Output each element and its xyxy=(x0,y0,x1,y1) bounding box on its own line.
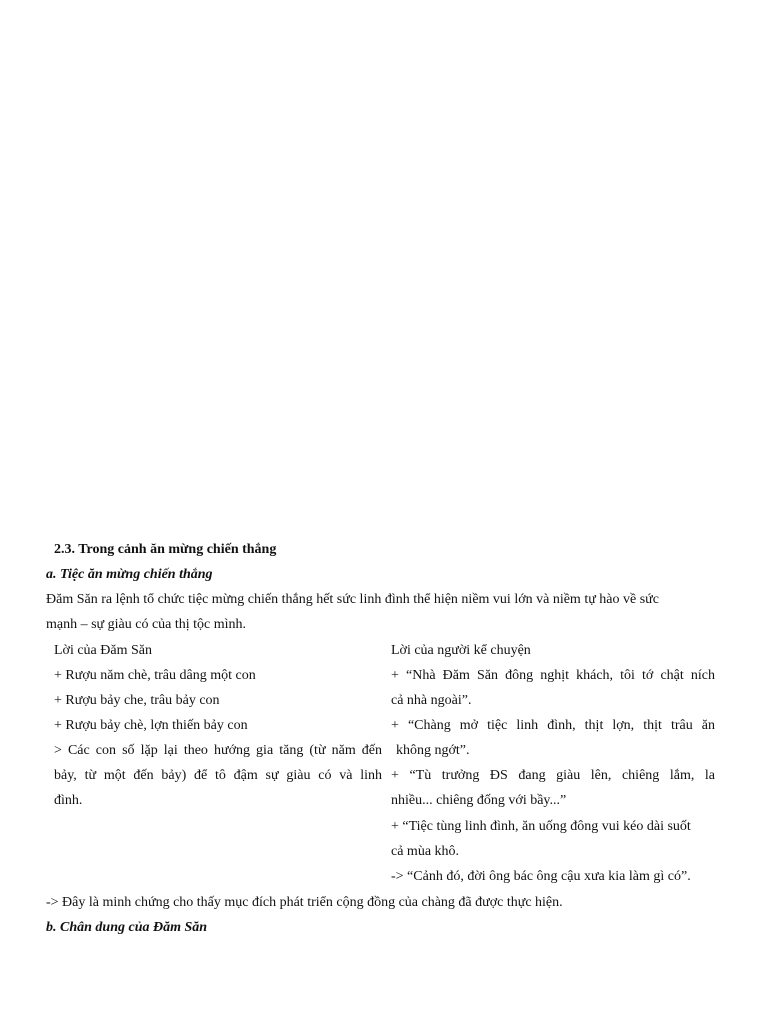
left-column-line: > Các con số lặp lại theo hướng gia tăng (từ năm đến xyxy=(54,743,382,758)
left-column-line: đình. xyxy=(54,793,83,808)
right-column-header: Lời của người kể chuyện xyxy=(391,643,531,658)
intro-paragraph-line-2: mạnh – sự giàu có của thị tộc mình. xyxy=(46,617,247,632)
right-column-line: + “Tù trưởng ĐS đang giàu lên, chiêng lắm, la xyxy=(391,768,715,783)
subheading-b: b. Chân dung của Đăm Săn xyxy=(46,920,208,935)
right-column-line: không ngớt”. xyxy=(396,743,470,758)
right-column-line: cả mùa khô. xyxy=(391,844,460,859)
left-column-line: + Rượu năm chè, trâu dâng một con xyxy=(54,668,256,683)
right-column-line: + “Chàng mở tiệc linh đình, thịt lợn, thịt trâu ăn xyxy=(391,718,715,733)
section-heading: 2.3. Trong cảnh ăn mừng chiến thắng xyxy=(54,542,277,557)
right-column-line: + “Nhà Đăm Săn đông nghịt khách, tôi tớ chật ních xyxy=(391,668,715,683)
intro-paragraph-line-1: Đăm Săn ra lệnh tổ chức tiệc mừng chiến thắng hết sức linh đình thể hiện niềm vui lớn và niềm tự hào về sức xyxy=(46,592,659,607)
left-column-line: bảy, từ một đến bảy) để tô đậm sự giàu có và linh xyxy=(54,768,382,783)
right-column-line: + “Tiệc tùng linh đình, ăn uống đông vui kéo dài suốt xyxy=(391,819,691,834)
subheading-a: a. Tiệc ăn mừng chiến thắng xyxy=(46,567,213,582)
right-column-line: nhiều... chiêng đống với bầy...” xyxy=(391,793,567,808)
left-column-header: Lời của Đăm Săn xyxy=(54,643,152,658)
conclusion-line: -> Đây là minh chứng cho thấy mục đích phát triển cộng đồng của chàng đã được thực hiện. xyxy=(46,895,563,910)
left-column-line: + Rượu bảy che, trâu bảy con xyxy=(54,693,220,708)
right-column-line: cả nhà ngoài”. xyxy=(391,693,472,708)
right-column-line: -> “Cảnh đó, đời ông bác ông cậu xưa kia làm gì có”. xyxy=(391,869,691,884)
left-column-line: + Rượu bảy chè, lợn thiến bảy con xyxy=(54,718,248,733)
